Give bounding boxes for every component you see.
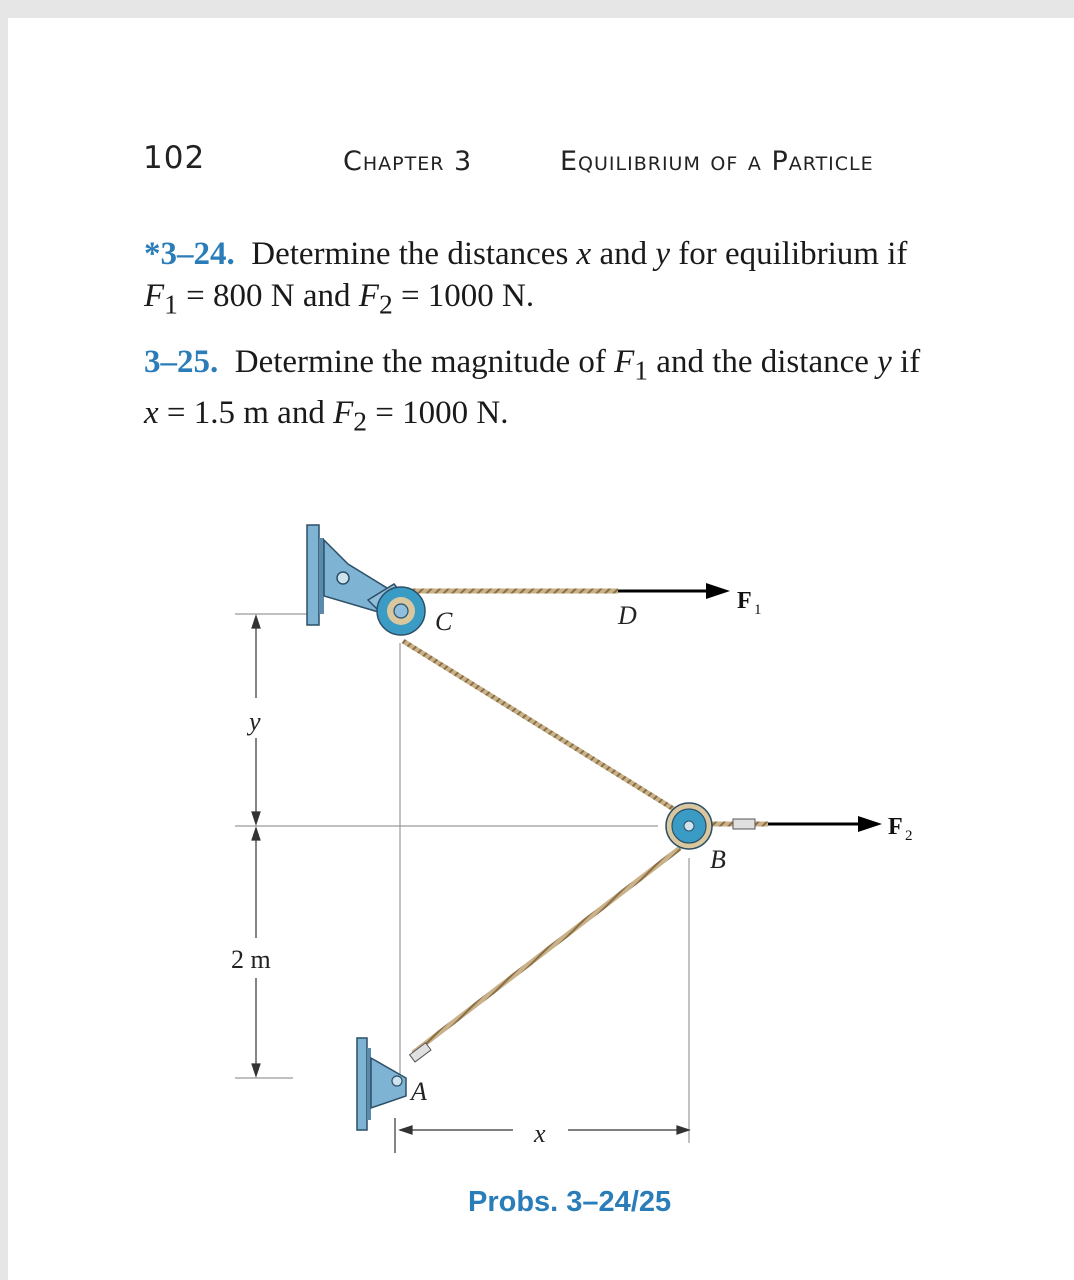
textbook-page	[8, 18, 1074, 1280]
reference-lines	[235, 614, 689, 1143]
var-f1: F	[144, 278, 165, 314]
label-d: D	[618, 601, 637, 630]
pulley-c	[377, 587, 425, 635]
problem-text: for equilibrium if	[670, 236, 908, 272]
subscript: 2	[353, 405, 368, 437]
label-f1: F	[737, 588, 752, 614]
chapter-label: Chapter 3	[343, 146, 473, 177]
label-a: A	[411, 1077, 427, 1106]
var-x: x	[576, 236, 592, 272]
problem-text: Determine the magnitude of	[234, 344, 615, 380]
var-f2: F	[358, 278, 379, 314]
force-f2-arrow	[768, 816, 882, 832]
dimension-2m-label: 2 m	[231, 945, 271, 974]
problem-text: and the distance	[648, 344, 878, 380]
problem-text: Determine the distances	[251, 236, 577, 272]
subscript: 1	[634, 354, 649, 386]
chapter-title: Equilibrium of a Particle	[560, 146, 874, 177]
dimension-y-label: y	[249, 707, 261, 736]
subscript: 2	[378, 288, 393, 320]
ropes	[403, 591, 768, 1053]
dimension-x-label: x	[534, 1119, 546, 1148]
var-f1: F	[614, 344, 635, 380]
var-y: y	[655, 236, 671, 272]
var-x: x	[144, 394, 159, 431]
dimension-y	[252, 616, 260, 1076]
label-c: C	[435, 607, 453, 636]
problem-number: 3–25.	[144, 344, 219, 380]
force-f1-arrow	[618, 583, 730, 599]
pulley-b	[666, 803, 755, 849]
var-f2: F	[333, 394, 354, 431]
problem-text: if	[891, 344, 921, 380]
label-f2: F	[888, 814, 903, 840]
label-f1-sub: 1	[754, 602, 762, 618]
problem-text: = 800 N and	[177, 278, 359, 314]
problem-text: = 1000 N.	[367, 394, 509, 431]
pulley-diagram	[8, 18, 1074, 1280]
subscript: 1	[164, 288, 178, 320]
label-f2-sub: 2	[905, 828, 913, 844]
var-y: y	[877, 344, 892, 380]
problem-text: = 1000 N.	[392, 278, 535, 314]
problem-text: and	[591, 236, 656, 272]
problem-number: *3–24.	[144, 236, 235, 272]
label-b: B	[710, 845, 726, 874]
figure-caption: Probs. 3–24/25	[468, 1186, 672, 1218]
page-number: 102	[143, 140, 206, 176]
problem-text: = 1.5 m and	[158, 394, 334, 431]
